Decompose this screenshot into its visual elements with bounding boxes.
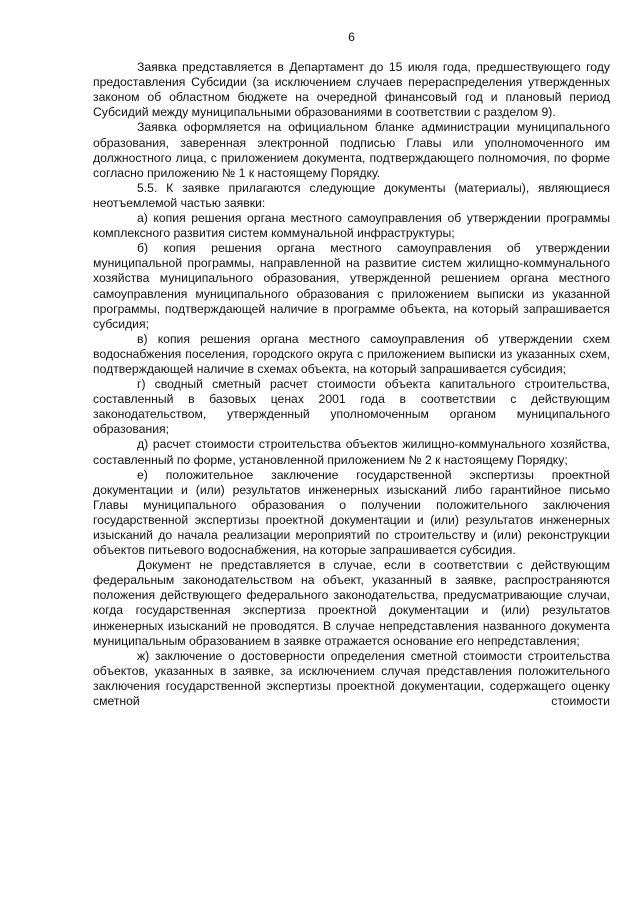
paragraph-application-deadline: Заявка представляется в Департамент до 15 июля года, предшествующего году предоставления Субсидии (за исключением случаев перераспределения утвержденных законом об областном бюджете на очередной финансовый год и плановый период Субсидий между муниципальными образованиями в соответствии с разделом 9). bbox=[93, 60, 610, 120]
list-item-e: е) положительное заключение государственной экспертизы проектной документации и (или) результатов инженерных изысканий либо гарантийное письмо Главы муниципального образования о получении положительного заключения государственной экспертизы проектной документации и (или) результатов инженерных изысканий до начала реализации мероприятий по строительству и (или) реконструкции объектов питьевого водоснабжения, на которые запрашивается субсидия. bbox=[93, 467, 610, 558]
page-number: 6 bbox=[348, 30, 355, 44]
list-item-v: в) копия решения органа местного самоуправления об утверждении схем водоснабжения поселения, городского округа с приложением выписки из указанных схем, подтверждающей наличие в схемах объекта, на который запрашивается субсидия; bbox=[93, 331, 610, 376]
list-item-b: б) копия решения органа местного самоуправления об утверждении муниципальной программы, направленной на развитие систем жилищно-коммунального хозяйства муниципального образования, утвержденной решением органа местного самоуправления муниципального образования с приложением выписки из указанной программы, подтверждающей наличие в программе объекта, на который запрашивается субсидия; bbox=[93, 241, 610, 331]
paragraph-document-exception: Документ не представляется в случае, если в соответствии с действующим федеральным законодательством на объект, указанный в заявке, распространяются положения действующего федерального законодательства, предусматривающие случаи, когда государственная экспертиза проектной документации и (или) результатов инженерных изысканий не проводятся. В случае непредставления названного документа муниципальным образованием в заявке отражается основание его непредставления; bbox=[93, 558, 610, 648]
list-item-d: д) расчет стоимости строительства объектов жилищно-коммунального хозяйства, составленный по форме, установленной приложением № 2 к настоящему Порядку; bbox=[93, 437, 610, 467]
paragraph-attached-documents: 5.5. К заявке прилагаются следующие документы (материалы), являющиеся неотъемлемой частью заявки: bbox=[93, 180, 610, 210]
list-item-g: г) сводный сметный расчет стоимости объекта капитального строительства, составленный в базовых ценах 2001 года в соответствии с действующим законодательством, утвержденный уполномоченным органом муниципального образования; bbox=[93, 377, 610, 437]
paragraph-application-form: Заявка оформляется на официальном бланке администрации муниципального образования, заверенная электронной подписью Главы или уполномоченного им должностного лица, с приложением документа, подтверждающего полномочия, по форме согласно приложению № 1 к настоящему Порядку. bbox=[93, 120, 610, 180]
list-item-zh: ж) заключение о достоверности определения сметной стоимости строительства объектов, указанных в заявке, за исключением случая представления положительного заключения государственной экспертизы проектной документации, содержащего оценку сметной стоимости bbox=[93, 648, 610, 709]
list-item-a: а) копия решения органа местного самоуправления об утверждении программы комплексного развития систем коммунальной инфраструктуры; bbox=[93, 211, 610, 241]
